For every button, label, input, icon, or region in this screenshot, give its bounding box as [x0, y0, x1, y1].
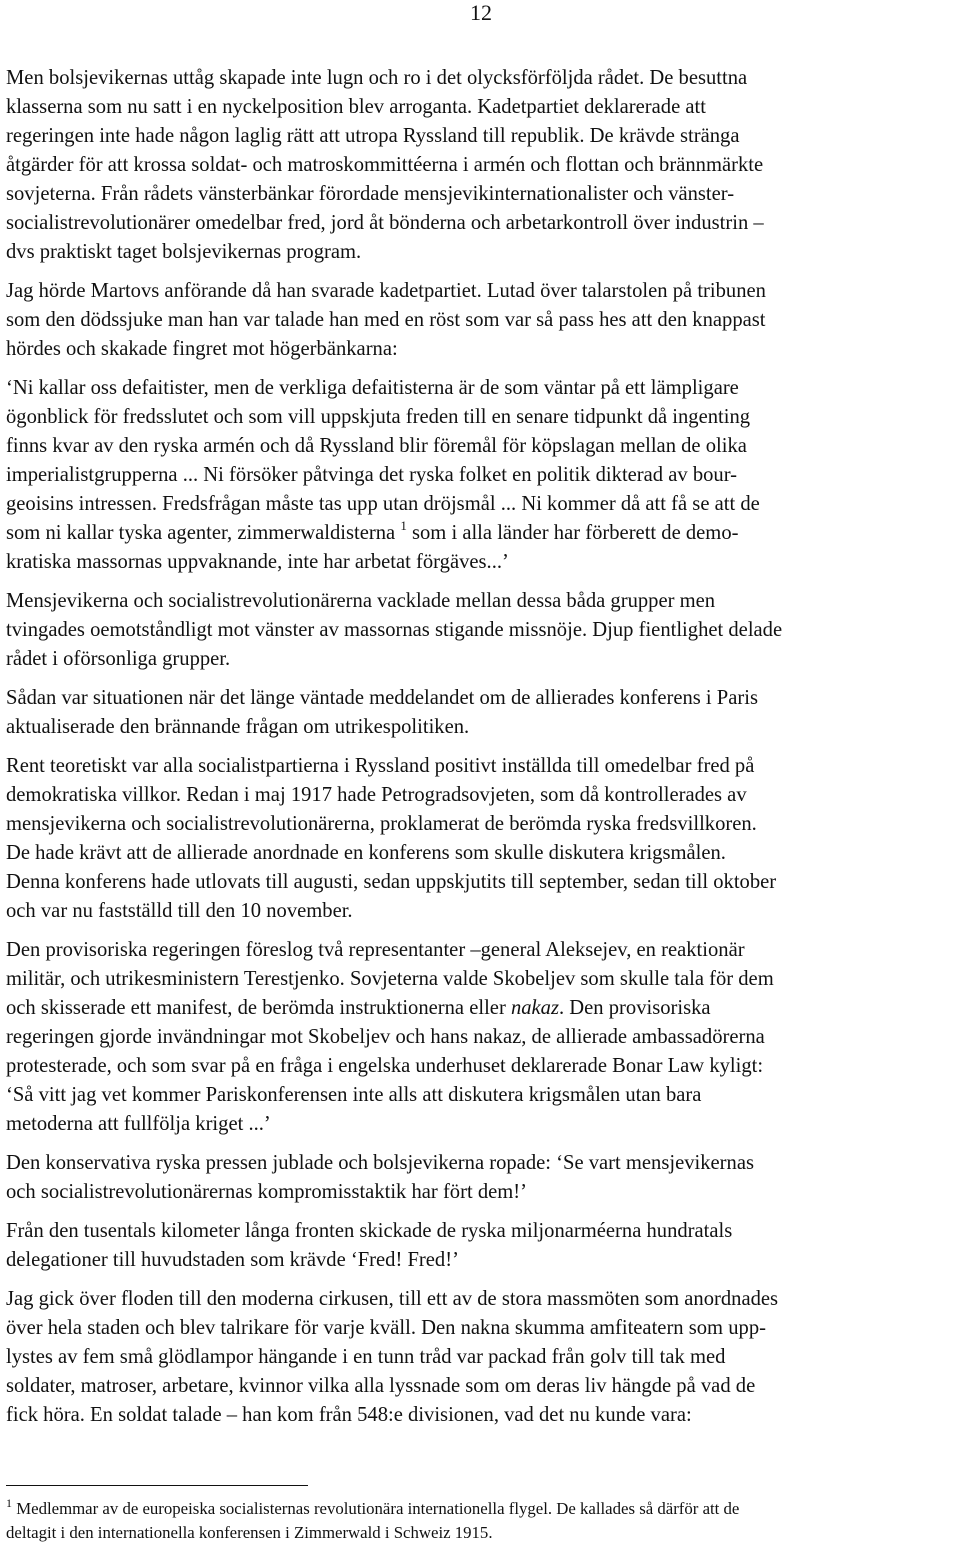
quote-paragraph — [6, 374, 956, 577]
text-line: Mensjevikerna och socialistrevolutionärerna vacklade mellan dessa båda grupper men — [6, 590, 716, 612]
text-line: delegationer till huvudstaden som krävde ‘Fred! Fred!’ — [6, 1249, 459, 1271]
paragraph-4 — [6, 587, 956, 674]
text-line: Den provisoriska regeringen föreslog två representanter –general Aleksejev, en reaktionär — [6, 939, 745, 961]
paragraph-10 — [6, 1285, 956, 1430]
text-line: åtgärder för att krossa soldat- och matroskommittéerna i armén och flottan och brännmärkte — [6, 154, 764, 176]
text-line: lystes av fem små glödlampor hängande i en tunn tråd var packad från golv till tak med — [6, 1346, 726, 1368]
text-line: protesterade, och som svar på en fråga i engelska underhuset deklarerade Bonar Law kyligt: — [6, 1055, 764, 1077]
text-line-with-italic — [6, 994, 711, 1023]
text-line: och var nu fastställd till den 10 november. — [6, 900, 353, 922]
text-line: soldater, matroser, arbetare, kvinnor vilka alla lyssnade som om deras liv hängde på vad de — [6, 1375, 756, 1397]
paragraph-7 — [6, 936, 956, 1139]
footnote-text: Medlemmar av de europeiska socialisternas revolutionära internationella flygel. De kallades så därför att de — [12, 1499, 740, 1518]
text-line: De hade krävt att de allierade anordnade en konferens som skulle diskutera krigsmålen. — [6, 842, 726, 864]
footnote-line: deltagit i den internationella konferensen i Zimmerwald i Schweiz 1915. — [6, 1523, 493, 1542]
text-line: regeringen inte hade någon laglig rätt att utropa Ryssland till republik. De krävde stränga — [6, 125, 740, 147]
text-line: rådet i oförsonliga grupper. — [6, 648, 231, 670]
text-line: kratiska massornas uppvaknande, inte har arbetat förgäves...’ — [6, 551, 509, 573]
text-line: ögonblick för fredsslutet och som vill uppskjuta freden till en senare tidpunkt då ingenting — [6, 406, 751, 428]
text-line: socialistrevolutionärer omedelbar fred, jord åt bönderna och arbetarkontroll över industrin – — [6, 212, 764, 234]
text-line: Rent teoretiskt var alla socialistpartierna i Ryssland positivt inställda till omedelbar fred på — [6, 755, 755, 777]
paragraph-6 — [6, 752, 956, 926]
text-line: Jag hörde Martovs anförande då han svarade kadetpartiet. Lutad över talarstolen på tribunen — [6, 280, 766, 302]
text-line: imperialistgrupperna ... Ni försöker påtvinga det ryska folket en politik dikterad av bour- — [6, 464, 738, 486]
text-segment: och skisserade ett manifest, de berömda instruktionerna eller — [6, 997, 511, 1019]
text-line: Men bolsjevikernas uttåg skapade inte lugn och ro i det olycksförföljda rådet. De besuttna — [6, 67, 748, 89]
text-line: ‘Ni kallar oss defaitister, men de verkliga defaitisterna är de som väntar på ett lämpligare — [6, 377, 739, 399]
text-line-with-footnote — [6, 519, 738, 548]
text-segment: som ni kallar tyska agenter, zimmerwaldisterna — [6, 522, 401, 544]
footnote-reference[interactable]: 1 — [400, 518, 407, 533]
text-line: fick höra. En soldat talade – han kom från 548:e divisionen, vad det nu kunde vara: — [6, 1404, 692, 1426]
paragraph-1 — [6, 64, 956, 267]
page-number: 12 — [470, 0, 492, 25]
footnote-marker: 1 — [6, 1496, 12, 1510]
italic-term: nakaz — [510, 997, 559, 1019]
text-line: finns kvar av den ryska armén och då Ryssland blir föremål för köpslagan mellan de olika — [6, 435, 747, 457]
text-line: demokratiska villkor. Redan i maj 1917 hade Petrogradsovjeten, som då kontrollerades av — [6, 784, 747, 806]
text-line: regeringen gjorde invändningar mot Skobeljev och hans nakaz, de allierade ambassadörerna — [6, 1026, 765, 1048]
text-line: Från den tusentals kilometer långa fronten skickade de ryska miljonarméerna hundratals — [6, 1220, 733, 1242]
text-line: geoisins intressen. Fredsfrågan måste tas upp utan dröjsmål ... Ni kommer då att få se att de — [6, 493, 760, 515]
text-line: hördes och skakade fingret mot högerbänkarna: — [6, 338, 398, 360]
paragraph-9 — [6, 1217, 956, 1275]
text-line: Jag gick över floden till den moderna cirkusen, till ett av de stora massmöten som anordnades — [6, 1288, 779, 1310]
footnote-line — [6, 1497, 739, 1521]
body-text — [6, 64, 956, 1430]
text-line: mensjevikerna och socialistrevolutionärerna, proklamerat de berömda ryska fredsvillkoren. — [6, 813, 757, 835]
text-segment: som i alla länder har förberett de demo- — [406, 522, 739, 544]
text-line: Sådan var situationen när det länge väntade meddelandet om de allierades konferens i Paris — [6, 687, 758, 709]
text-line: över hela staden och blev talrikare för varje kväll. Den nakna skumma amfiteatern som upp- — [6, 1317, 766, 1339]
text-line: sovjeterna. Från rådets vänsterbänkar förordade mensjevikinternationalister och vänster- — [6, 183, 735, 205]
text-line: klasserna som nu satt i en nyckelposition blev arroganta. Kadetpartiet deklarerade att — [6, 96, 706, 118]
text-line: aktualiserade den brännande frågan om utrikespolitiken. — [6, 716, 470, 738]
text-line: metoderna att fullfölja kriget ...’ — [6, 1113, 271, 1135]
text-line: dvs praktiskt taget bolsjevikernas program. — [6, 241, 362, 263]
text-line: tvingades oemotståndligt mot vänster av massornas stigande missnöje. Djup fientlighet delade — [6, 619, 783, 641]
text-line: Den konservativa ryska pressen jublade och bolsjevikerna ropade: ‘Se vart mensjevikernas — [6, 1152, 754, 1174]
text-segment: . Den provisoriska — [559, 997, 711, 1019]
paragraph-5 — [6, 684, 956, 742]
paragraph-8 — [6, 1149, 956, 1207]
text-line: militär, och utrikesministern Terestjenko. Sovjeterna valde Skobeljev som skulle tala för dem — [6, 968, 774, 990]
paragraph-2 — [6, 277, 956, 364]
text-line: och socialistrevolutionärernas kompromisstaktik har fört dem!’ — [6, 1181, 527, 1203]
footnote-divider — [6, 1485, 308, 1486]
text-line: ‘Så vitt jag vet kommer Pariskonferensen inte alls att diskutera krigsmålen utan bara — [6, 1084, 702, 1106]
text-line: Denna konferens hade utlovats till augusti, sedan uppskjutits till september, sedan till oktober — [6, 871, 777, 893]
text-line: som den dödssjuke man han var talade han med en röst som var så pass hes att den knappast — [6, 309, 766, 331]
